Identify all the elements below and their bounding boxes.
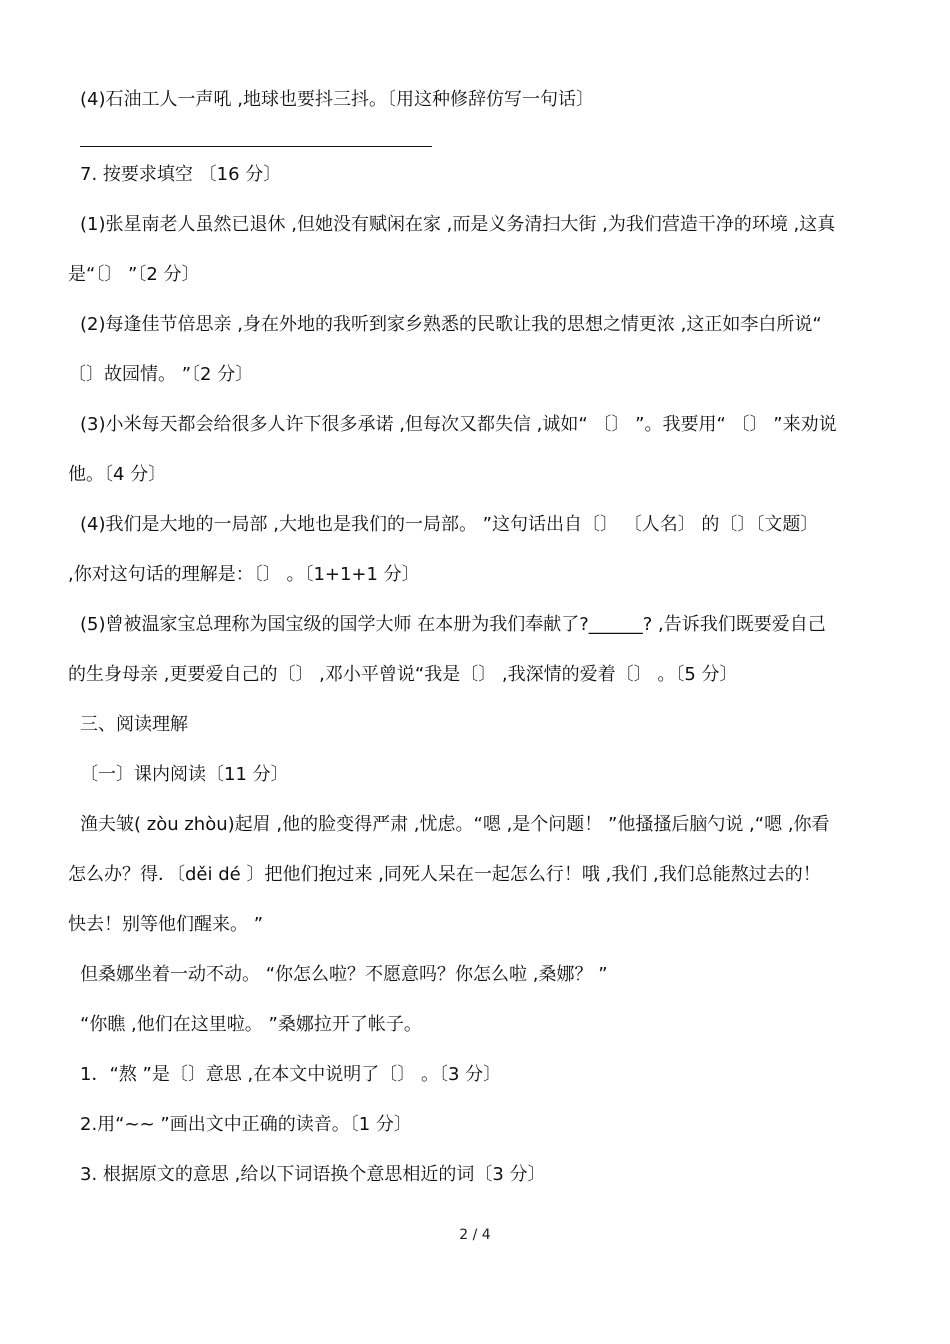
passage-line-1: 渔夫皱( zòu zhòu)起眉 ,他的脸变得严肃 ,忧虑。“嗯 ,是个问题！ ”他搔搔后脑勺说 ,“嗯 ,你看 xyxy=(80,814,830,835)
question-7-2-line2: 〔〕故园情。 ”〔2 分〕 xyxy=(68,364,254,385)
reading-question-3: 3. 根据原文的意思 ,给以下词语换个意思相近的词〔3 分〕 xyxy=(80,1164,546,1185)
reading-1-heading: 〔一〕课内阅读〔11 分〕 xyxy=(80,764,289,785)
reading-question-1: 1．“熬 ”是〔〕意思 ,在本文中说明了〔〕 。〔3 分〕 xyxy=(80,1064,502,1085)
question-7-1-line1: (1)张星南老人虽然已退休 ,但她没有赋闲在家 ,而是义务清扫大街 ,为我们营造干净的环境 ,这真 xyxy=(80,214,836,235)
passage-line-2: 怎么办？得．〔děi dé 〕把他们抱过来 ,同死人呆在一起怎么行！哦 ,我们 ,我们总能熬过去的！ xyxy=(68,864,821,885)
answer-blank-line xyxy=(80,146,432,147)
passage-line-5: “你瞧 ,他们在这里啦。 ”桑娜拉开了帐子。 xyxy=(80,1014,422,1035)
question-7-2-line1: (2)每逢佳节倍思亲 ,身在外地的我听到家乡熟悉的民歌让我的思想之情更浓 ,这正如李白所说“ xyxy=(80,314,822,335)
question-7-3-line1: (3)小米每天都会给很多人许下很多承诺 ,但每次又都失信 ,诚如“ 〔〕 ”。我要用“ 〔〕 ”来劝说 xyxy=(80,414,837,435)
passage-line-3: 快去！别等他们醒来。 ” xyxy=(68,914,264,935)
question-6-4: (4)石油工人一声吼 ,地球也要抖三抖。〔用这种修辞仿写一句话〕 xyxy=(80,89,594,110)
question-7-4-line2: ,你对这句话的理解是：〔〕 。〔1+1+1 分〕 xyxy=(68,564,420,585)
reading-question-2: 2.用“~~ ”画出文中正确的读音。〔1 分〕 xyxy=(80,1114,412,1135)
question-7-heading: 7. 按要求填空 〔16 分〕 xyxy=(80,164,282,185)
question-7-4-line1: (4)我们是大地的一局部 ,大地也是我们的一局部。 ”这句话出自〔〕 〔人名〕 的〔〕〔文题〕 xyxy=(80,514,819,535)
passage-line-4: 但桑娜坐着一动不动。 “你怎么啦？不愿意吗？你怎么啦 ,桑娜？ ” xyxy=(80,964,608,985)
section-3-heading: 三、阅读理解 xyxy=(80,714,188,735)
question-7-1-line2: 是“〔〕 ”〔2 分〕 xyxy=(68,264,200,285)
page-number: 2 / 4 xyxy=(459,1227,491,1243)
question-7-5-line2: 的生身母亲 ,更要爱自己的〔〕 ,邓小平曾说“我是〔〕 ,我深情的爱着〔〕 。〔5 分〕 xyxy=(68,664,738,685)
question-7-3-line2: 他。〔4 分〕 xyxy=(68,464,167,485)
question-7-5-line1: (5)曾被温家宝总理称为国宝级的国学大师 在本册为我们奉献了?______? ,告诉我们既要爱自己 xyxy=(80,614,826,635)
